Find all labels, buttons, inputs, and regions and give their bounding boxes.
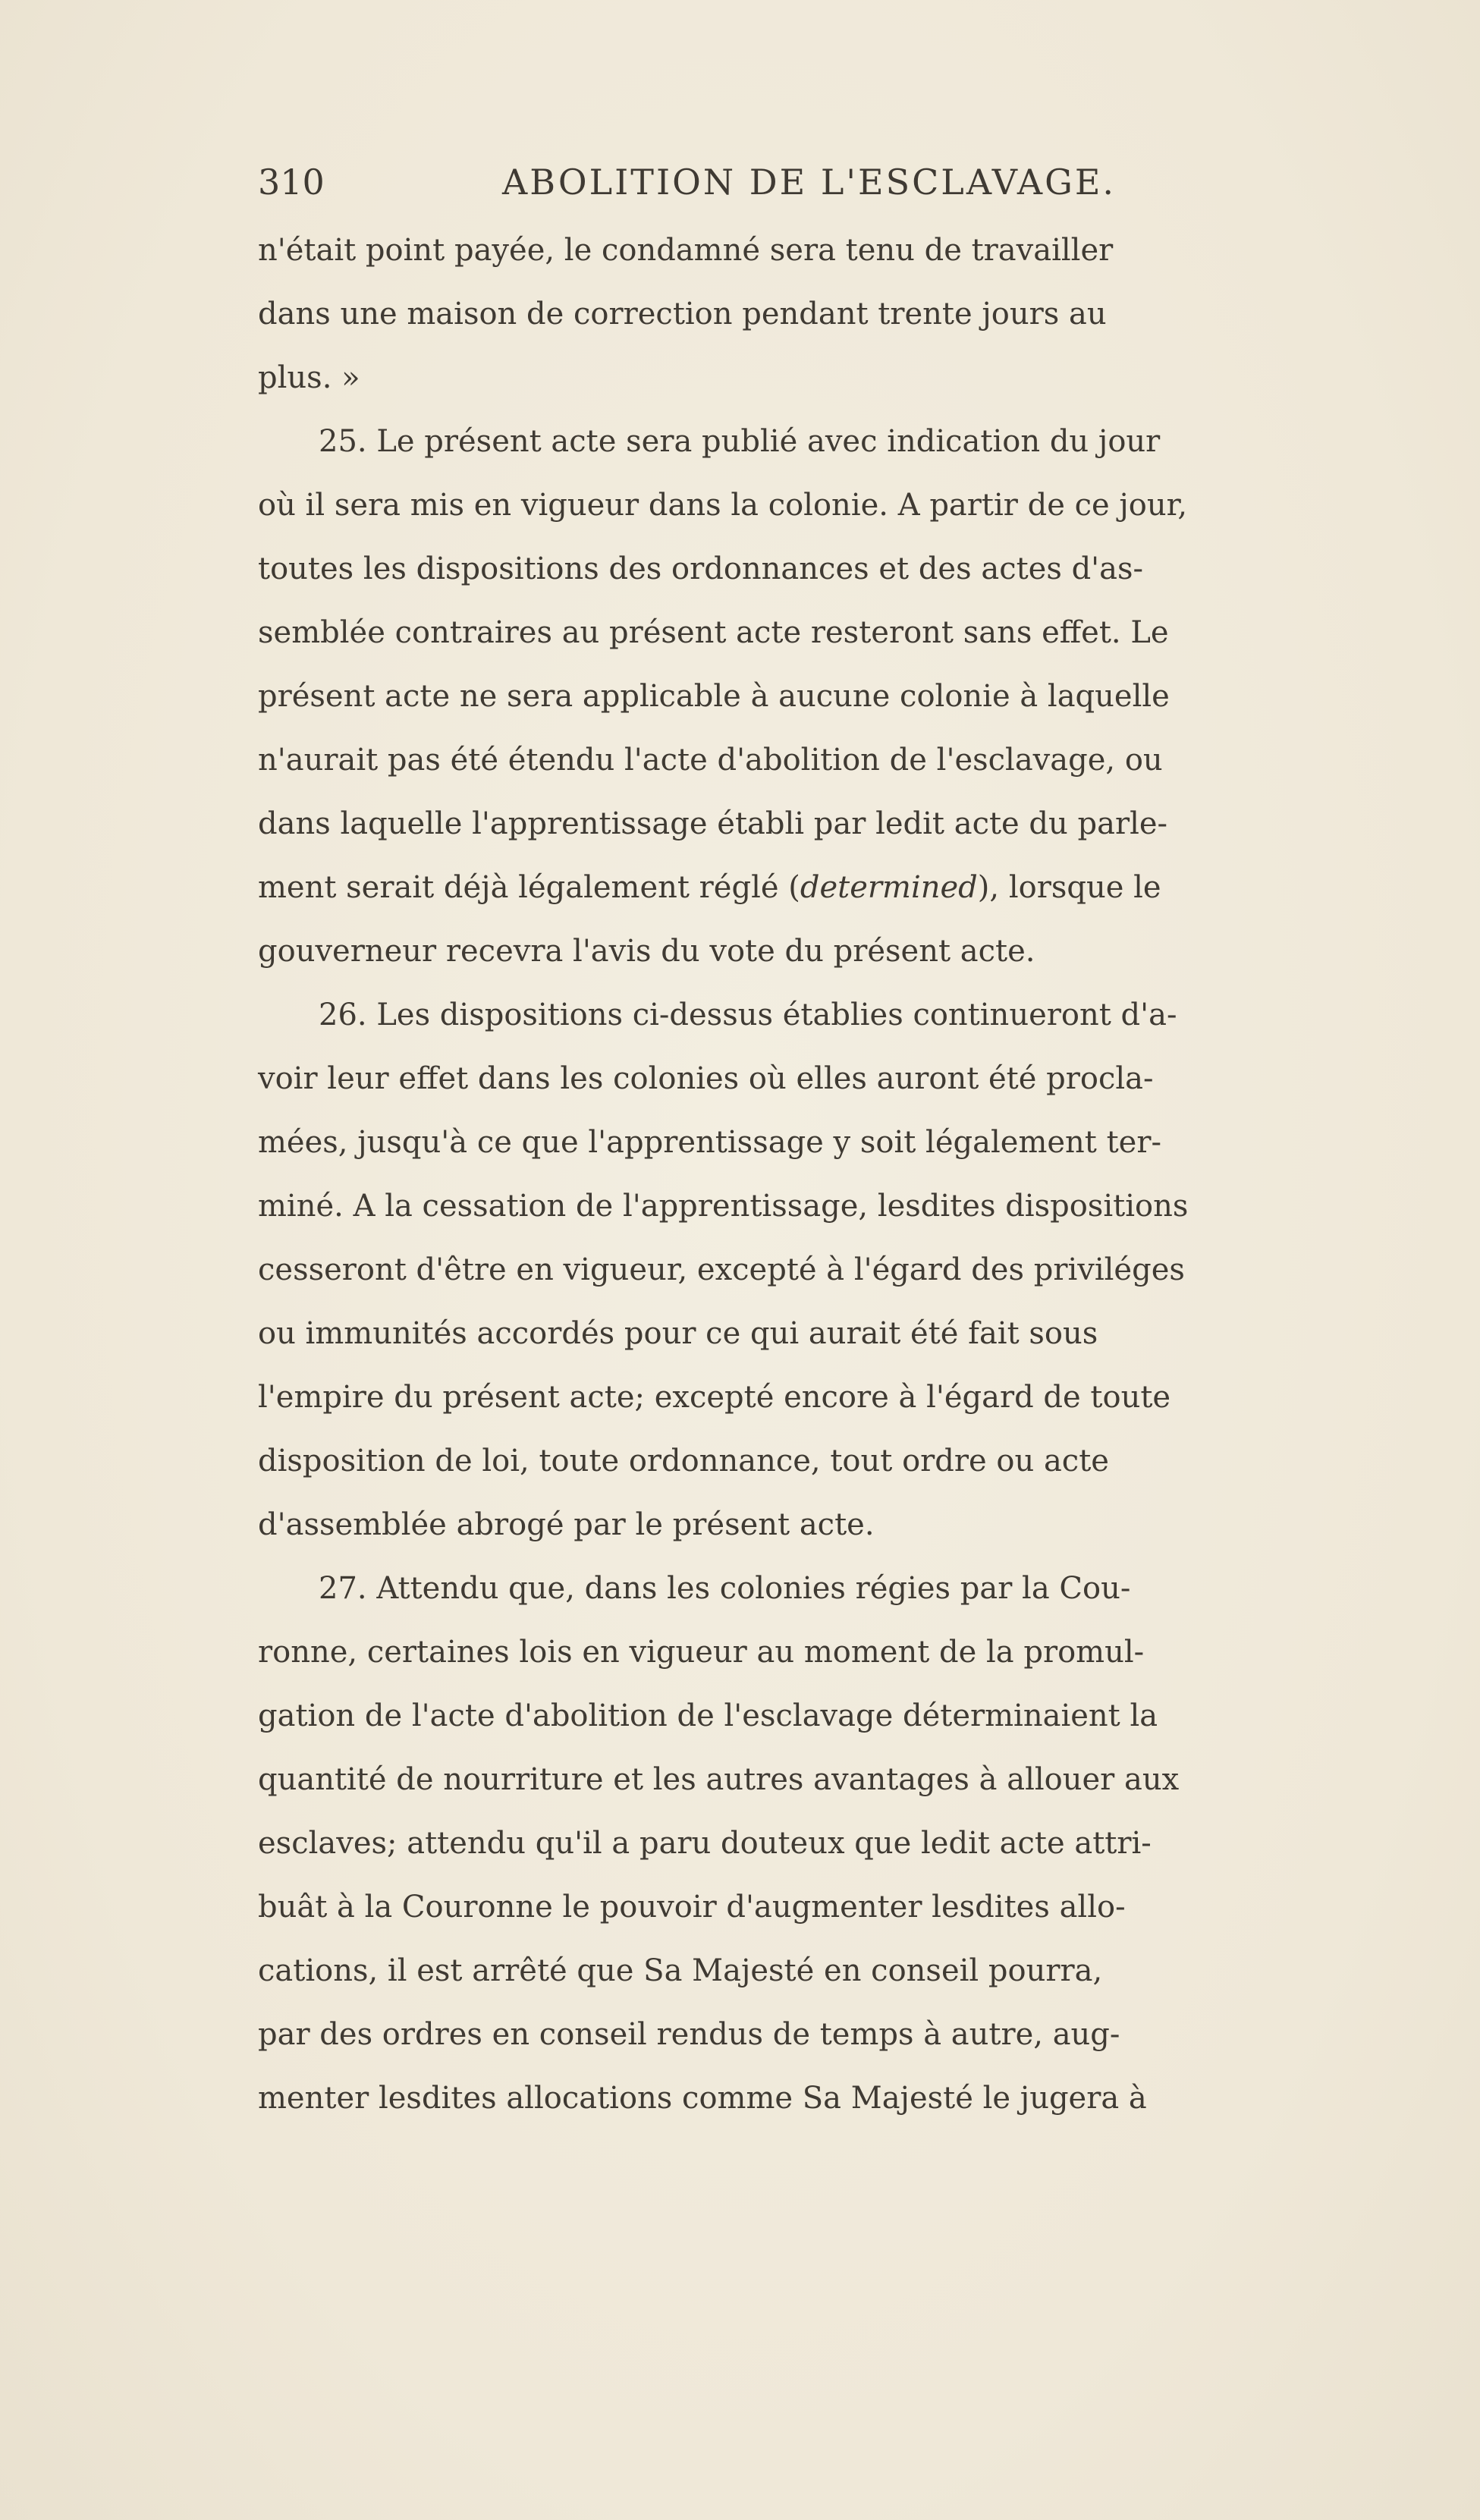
text-line: cations, il est arrêté que Sa Majesté en conseil pourra, bbox=[258, 1953, 1103, 1988]
text-line: ou immunités accordés pour ce qui aurait été fait sous bbox=[258, 1316, 1098, 1351]
text-line: dans une maison de correction pendant trente jours au bbox=[258, 297, 1107, 331]
text-line: dans laquelle l'apprentissage établi par ledit acte du parle- bbox=[258, 806, 1168, 841]
text-line: d'assemblée abrogé par le présent acte. bbox=[258, 1507, 875, 1542]
text-line: ment serait déjà légalement réglé (determined), lorsque le bbox=[258, 870, 1161, 905]
text-line: présent acte ne sera applicable à aucune colonie à laquelle bbox=[258, 679, 1170, 714]
text-line: mées, jusqu'à ce que l'apprentissage y soit légalement ter- bbox=[258, 1125, 1161, 1160]
text-line: buât à la Couronne le pouvoir d'augmenter lesdites allo- bbox=[258, 1890, 1126, 1925]
text-line: toutes les dispositions des ordonnances et des actes d'as- bbox=[258, 551, 1144, 586]
text-line: miné. A la cessation de l'apprentissage, lesdites dispositions bbox=[258, 1189, 1189, 1224]
running-title: ABOLITION DE L'ESCLAVAGE. bbox=[502, 162, 1117, 203]
text-line: n'aurait pas été étendu l'acte d'abolition de l'esclavage, ou bbox=[258, 743, 1163, 778]
text-line: cesseront d'être en vigueur, excepté à l'égard des priviléges bbox=[258, 1252, 1185, 1287]
paragraph-25-start: 25. Le présent acte sera publié avec indication du jour bbox=[319, 424, 1161, 459]
text-line: où il sera mis en vigueur dans la colonie. A partir de ce jour, bbox=[258, 488, 1188, 523]
text-line: disposition de loi, toute ordonnance, tout ordre ou acte bbox=[258, 1444, 1109, 1478]
page-header bbox=[258, 156, 1147, 209]
text-line: n'était point payée, le condamné sera tenu de travailler bbox=[258, 233, 1114, 268]
text-line: l'empire du présent acte; excepté encore à l'égard de toute bbox=[258, 1380, 1171, 1415]
page-number: 310 bbox=[258, 162, 325, 203]
paragraph-26-start: 26. Les dispositions ci-dessus établies continueront d'a- bbox=[319, 998, 1177, 1032]
text-line: ronne, certaines lois en vigueur au moment de la promul- bbox=[258, 1635, 1145, 1670]
text-line: par des ordres en conseil rendus de temps à autre, aug- bbox=[258, 2017, 1120, 2052]
paragraph-27-start: 27. Attendu que, dans les colonies régies par la Cou- bbox=[319, 1571, 1131, 1606]
text-line: menter lesdites allocations comme Sa Majesté le jugera à bbox=[258, 2081, 1147, 2116]
text-line: gouverneur recevra l'avis du vote du présent acte. bbox=[258, 934, 1035, 969]
text-line: plus. » bbox=[258, 360, 360, 395]
text-line: voir leur effet dans les colonies où elles auront été procla- bbox=[258, 1061, 1154, 1096]
text-line: semblée contraires au présent acte resteront sans effet. Le bbox=[258, 615, 1169, 650]
text-line: quantité de nourriture et les autres avantages à allouer aux bbox=[258, 1762, 1180, 1797]
italic-term: determined bbox=[800, 870, 978, 905]
text-line: gation de l'acte d'abolition de l'esclavage déterminaient la bbox=[258, 1698, 1158, 1733]
text-line: esclaves; attendu qu'il a paru douteux que ledit acte attri- bbox=[258, 1826, 1152, 1861]
